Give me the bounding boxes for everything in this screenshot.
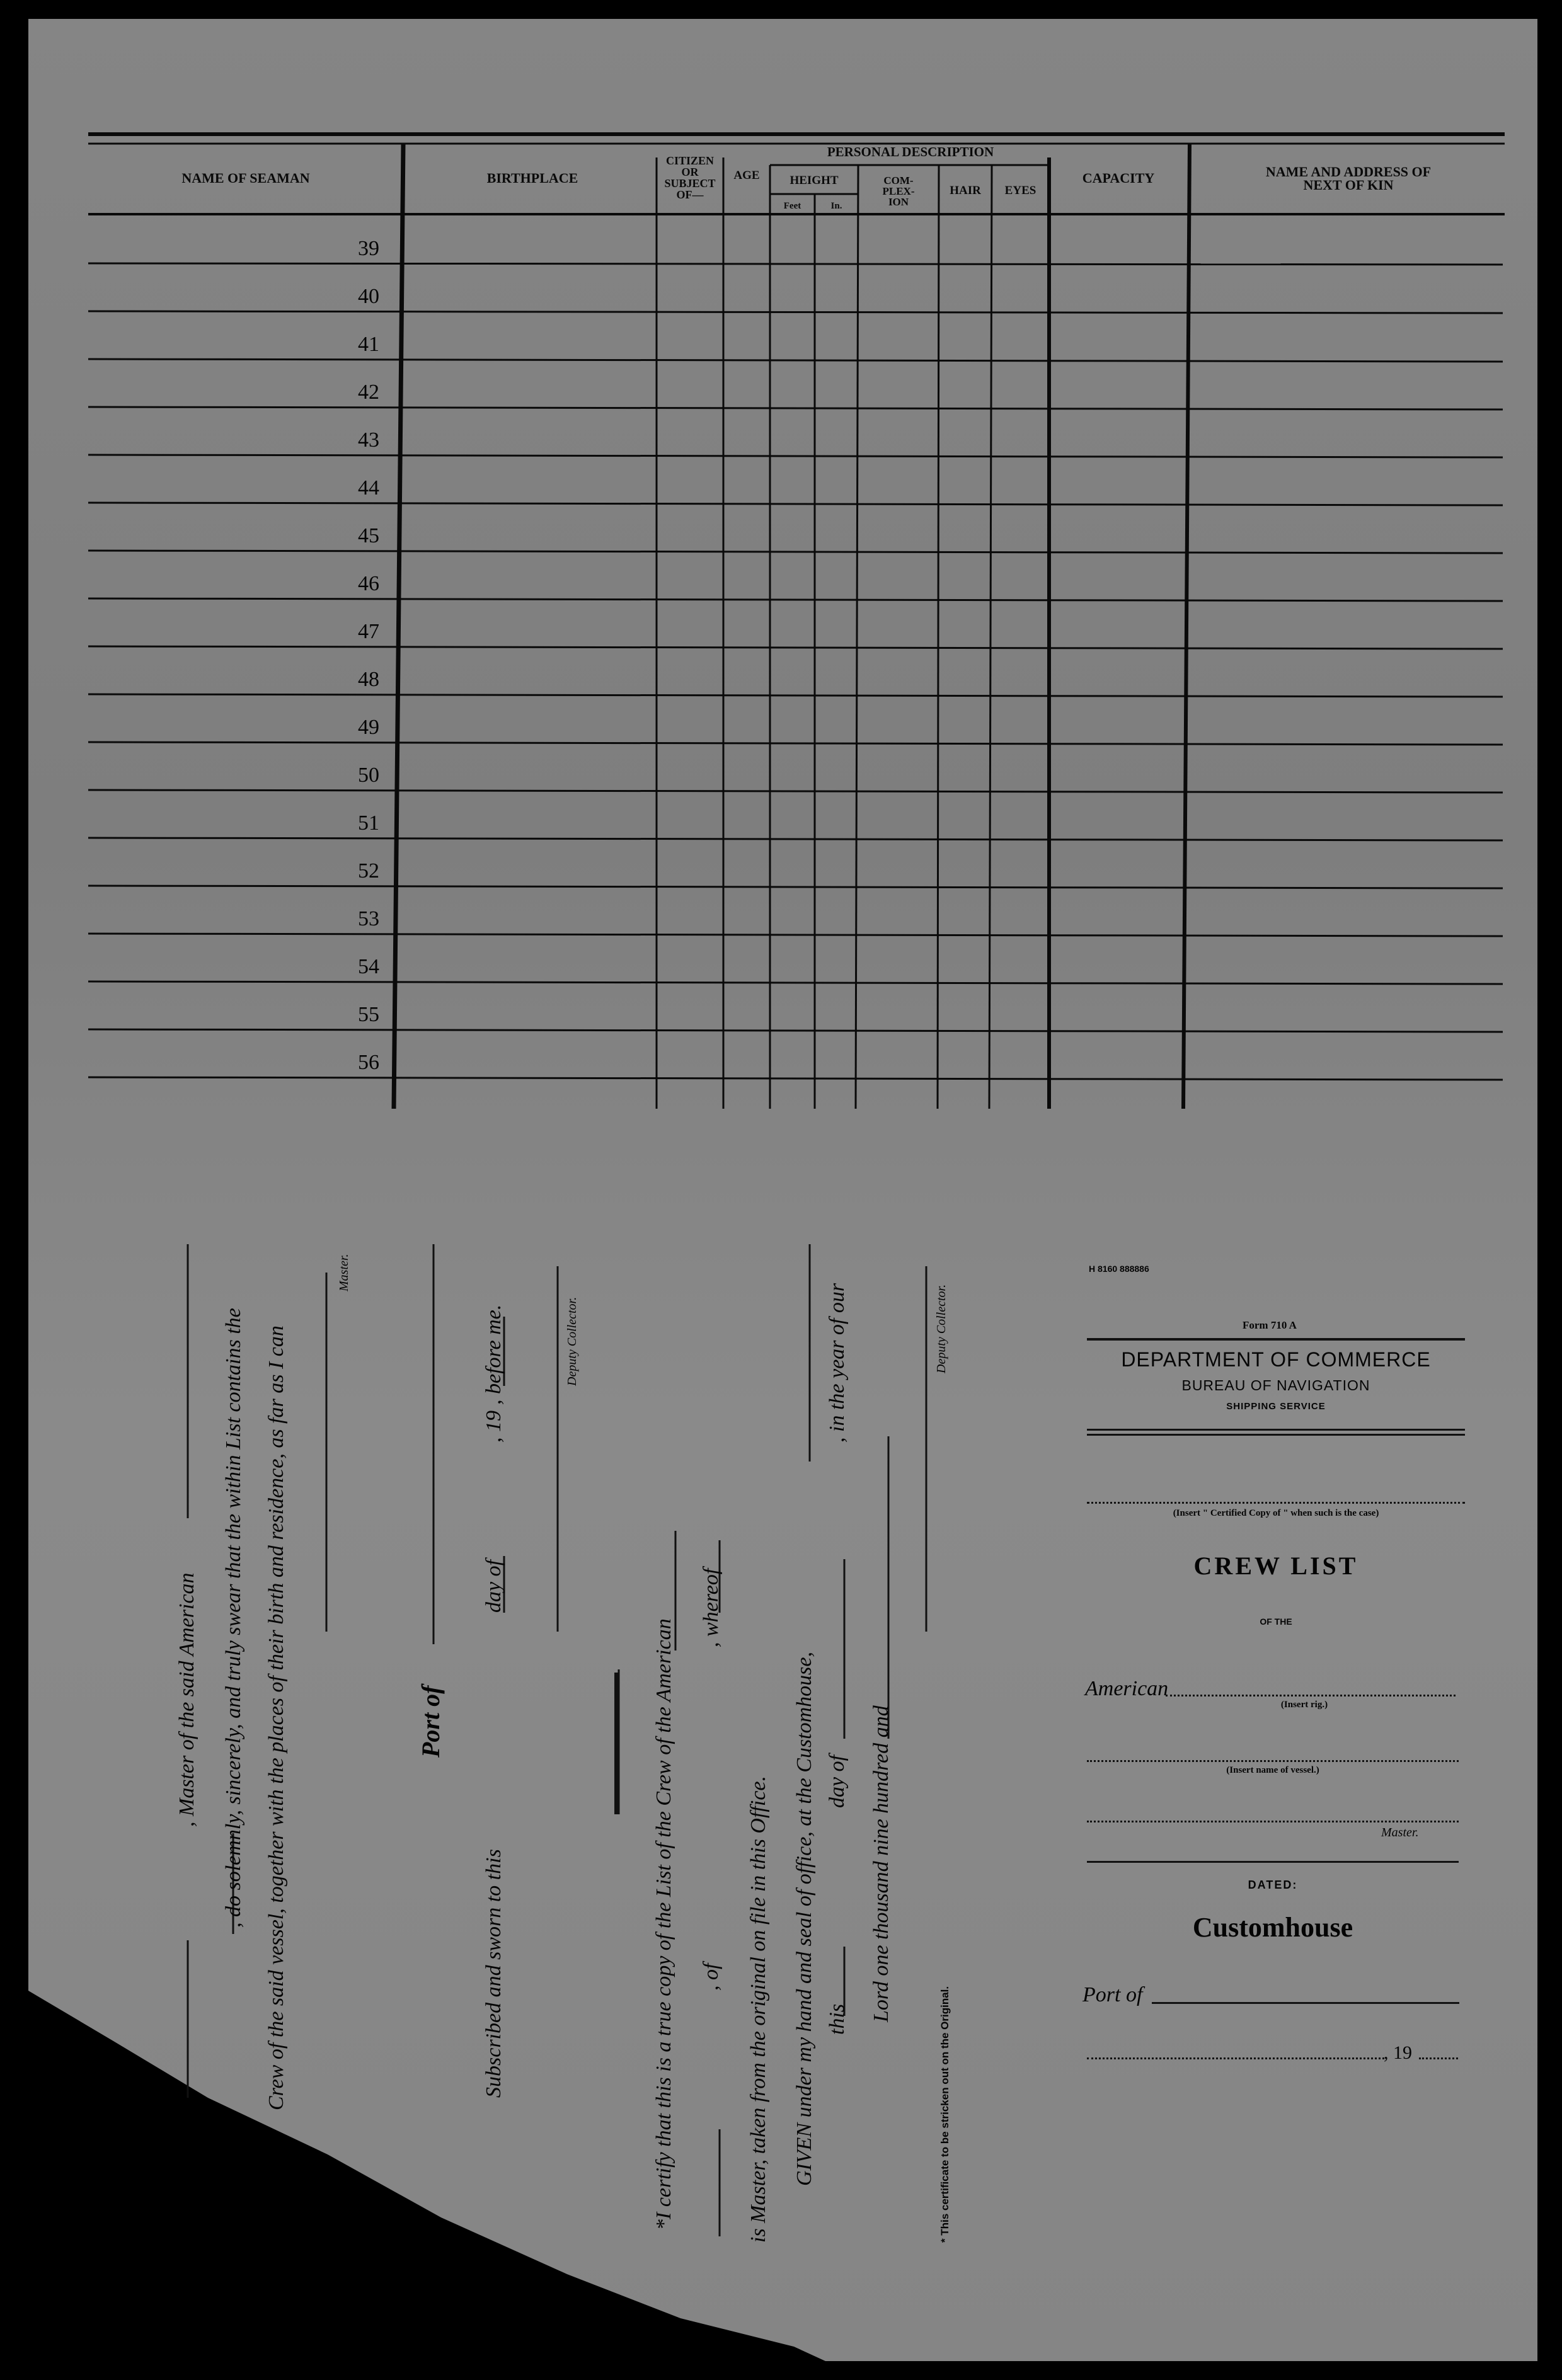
header-hair: HAIR [950,184,981,197]
certificate-footnote: * This certificate to be stricken out on the Original. [939,1986,951,2243]
header-citizen-line: SUBJECT [664,177,716,190]
master-label: Master. [1381,1826,1419,1839]
header-age: AGE [733,169,760,182]
header-citizen-line: CITIZEN [665,154,715,167]
header-citizen-line: OF— [676,188,704,201]
header-inches: In. [830,201,842,211]
row-number: 54 [358,955,379,978]
header-complexion-line: PLEX- [882,185,915,197]
header-next-of-kin [1197,165,1500,192]
row-number: 44 [358,476,379,500]
oath-subscribed: Subscribed and sworn to this [482,1849,505,2098]
customhouse-title: Customhouse [1192,1912,1353,1943]
row-number: 55 [358,1003,379,1026]
oath-deputy-collector: Deputy Collector. [565,1296,579,1386]
print-code: H 8160 888886 [1089,1264,1149,1274]
oath-line-1: , Master of the said American [175,1572,198,1827]
header-kin-line: NAME AND ADDRESS OF [1265,164,1432,180]
rig-blank [1166,1695,1456,1696]
insert-rig-note: (Insert rig.) [1280,1700,1328,1710]
nineteen-label: , 19 [1384,2042,1412,2063]
header-citizen [655,155,725,200]
oath-before-me: , before me. [482,1304,505,1405]
cover-double-rule [1087,1434,1465,1436]
port-of-blank [1152,2002,1459,2004]
certificate-day-of: day of [825,1754,849,1808]
oath-line-2: , do solemnly, sincerely, and truly swear that the within List contains the [222,1308,245,1928]
cover-dated-rule [1087,1861,1459,1863]
row-number: 56 [358,1051,379,1074]
header-complexion [858,175,939,207]
certificate-deputy-collector: Deputy Collector. [934,1284,948,1373]
of-the-label: OF THE [1260,1616,1292,1627]
certificate-year-of-our: , in the year of our [825,1283,849,1443]
oath-divider [614,1673,618,1814]
header-capacity: CAPACITY [1082,170,1155,186]
insert-certified-note: (Insert " Certified Copy of " when such is the case) [1173,1508,1379,1518]
master-blank [1087,1821,1459,1822]
row-number: 47 [358,620,379,643]
row-number: 48 [358,668,379,691]
certificate-of: , of [699,1963,723,1991]
dated-label: DATED: [1248,1879,1298,1891]
oath-master-label: Master. [337,1254,351,1291]
date-blank [1087,2057,1384,2059]
header-height: HEIGHT [790,174,839,187]
american-label: American [1085,1677,1169,1700]
service-title: SHIPPING SERVICE [1226,1401,1326,1412]
department-title: DEPARTMENT OF COMMERCE [1121,1348,1431,1371]
port-of-label: Port of [1082,1983,1143,2006]
insert-vessel-note: (Insert name of vessel.) [1226,1765,1319,1775]
row-number: 51 [358,811,379,835]
header-citizen-line: OR [681,166,699,178]
row-number: 42 [358,380,379,404]
certificate-lord: Lord one thousand nine hundred and [870,1705,893,2022]
header-complexion-line: COM- [883,174,914,186]
row-number: 39 [358,237,379,260]
header-eyes: EYES [1004,184,1037,197]
oath-nineteen: , 19 [482,1410,505,1443]
oath-line-3: Crew of the said vessel, together with the places of their birth and residence, as far as I can [265,1325,288,2110]
oath-port-of: Port of [416,1685,445,1758]
row-number: 53 [358,907,379,930]
bureau-title: BUREAU OF NAVIGATION [1181,1377,1370,1393]
cover-double-rule [1087,1429,1465,1431]
certificate-line-2: is Master, taken from the original on file in this Office. [747,1775,770,2243]
certificate-line-3: GIVEN under my hand and seal of office, at the Customhouse, [793,1651,816,2186]
header-personal-description: PERSONAL DESCRIPTION [827,144,994,159]
row-number: 40 [358,285,379,308]
crew-list-title: CREW LIST [1193,1552,1358,1580]
row-number: 43 [358,428,379,452]
header-complexion-line: ION [888,196,909,208]
row-number: 45 [358,524,379,547]
oath-day-of: day of [482,1559,505,1613]
certified-copy-blank [1087,1502,1465,1504]
header-kin-line: NEXT OF KIN [1303,177,1394,193]
form-number: Form 710 A [1243,1319,1297,1331]
row-number: 52 [358,859,379,883]
row-number: 49 [358,716,379,739]
certificate-line-1: *I certify that this is a true copy of the List of the Crew of the American [652,1618,675,2230]
certificate-this: this [825,2003,849,2035]
row-number: 41 [358,333,379,356]
header-name-of-seaman: NAME OF SEAMAN [181,170,310,186]
row-number: 50 [358,764,379,787]
row-number: 46 [358,572,379,595]
header-birthplace: BIRTHPLACE [486,170,578,186]
cover-top-rule [1087,1338,1465,1341]
year-blank [1419,2057,1458,2059]
header-feet: Feet [783,201,801,211]
vessel-name-blank [1087,1760,1459,1762]
certificate-whereof: , whereof [699,1568,723,1647]
